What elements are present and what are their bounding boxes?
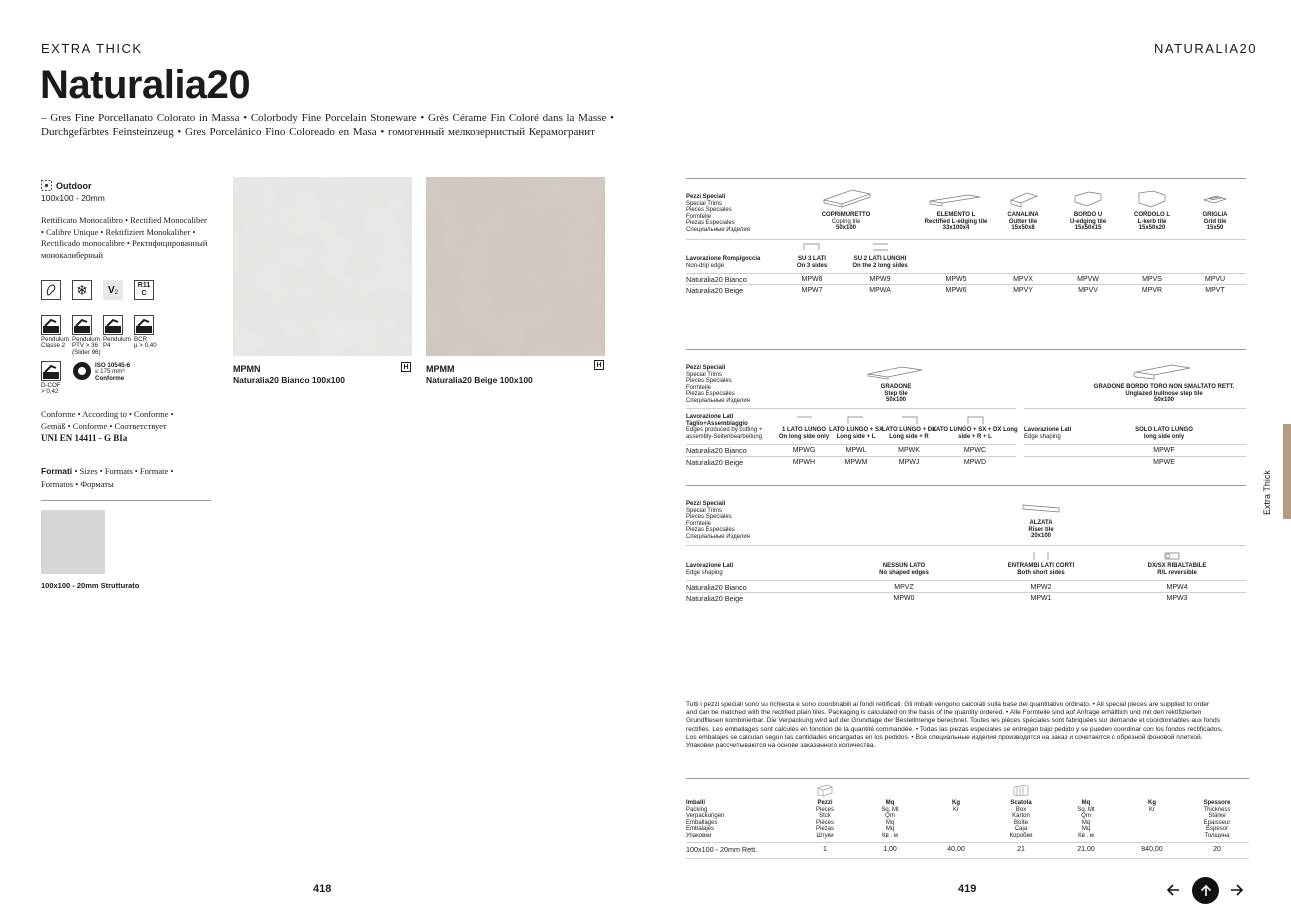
- size-swatch: [41, 510, 105, 574]
- formati-divider: [41, 500, 211, 501]
- l-kerb-drawing: [1137, 189, 1167, 208]
- page-number-left: 418: [313, 883, 332, 895]
- outdoor-label: Outdoor: [56, 181, 92, 191]
- article-code: MPW9: [869, 276, 891, 283]
- non-drip-label: Lavorazione Rompigoccia Non-drip edge: [686, 256, 761, 269]
- product-name-beige: Naturalia20 Beige 100x100: [426, 375, 533, 385]
- edge-col-3: LATO LUNGO + DX Long side + R: [881, 427, 937, 440]
- abrasion-icon: [72, 361, 92, 381]
- block1-row-beige-name: Naturalia20 Beige: [686, 286, 744, 295]
- edge-reversible-col: DX/SX RIBALTABILE R/L reversible: [1147, 563, 1207, 576]
- packing-value: 840,00: [1141, 846, 1163, 853]
- packing-row-label: 100x100 - 20mm Rett.: [686, 845, 758, 854]
- conforme-line-1: Conforme • According to • Conforme •: [41, 409, 174, 419]
- rectified-line-1: Rettificato Monocalibro • Rectified Monocaliber: [41, 215, 207, 225]
- block3-top-rule: [686, 485, 1246, 486]
- block2-row-divider-a: [686, 456, 1016, 457]
- trim-grid-label: GRIGLIA Grid tile 15x50: [1202, 212, 1228, 232]
- packing-column-header: Mq Sq. Mt Qm Mq Mq Кв . м: [1077, 800, 1095, 839]
- article-code: MPWM: [844, 459, 868, 466]
- trim-l-edging-label: ELEMENTO L Rectified L-edging tile 33x100x4: [924, 212, 988, 232]
- block2-rows-rule-a: [686, 444, 1016, 445]
- packing-column-header: Mq Sq. Mt Qm Mq Mq Кв . м: [881, 800, 899, 839]
- article-code: MPWC: [963, 447, 987, 454]
- block1-mid-rule: [686, 239, 1246, 240]
- article-code: MPVW: [1077, 276, 1099, 283]
- outdoor-icon: [41, 178, 52, 189]
- next-page-button[interactable]: [1228, 881, 1246, 899]
- block1-rows-rule: [686, 273, 1246, 274]
- packing-value: 40,00: [947, 846, 965, 853]
- rectified-line-4: монокалиберный: [41, 249, 104, 260]
- formati-heading: Formati: [41, 466, 73, 476]
- reversible-drawing: [1163, 551, 1181, 561]
- block2-row-beige-name: Naturalia20 Beige: [686, 458, 744, 467]
- gutter-tile-drawing: [1009, 190, 1039, 208]
- packing-label: Imballi Packing Verpackungen Emballages Embalajes Упаковки: [686, 800, 725, 839]
- bullnose-step-label: GRADONE BORDO TORO NON SMALTATO RETT. Unglazed bullnose step tile 50x100: [1093, 384, 1235, 404]
- riser-tile-drawing: [1021, 502, 1061, 514]
- outdoor-size: 100x100 - 20mm: [41, 193, 105, 203]
- rectified-text: [41, 215, 207, 261]
- long-side-only-col: SOLO LATO LUNGO long side only: [1135, 427, 1193, 440]
- l-edging-drawing: [928, 193, 982, 207]
- bullnose-step-drawing: [1132, 362, 1192, 380]
- packing-bottom-rule: [686, 858, 1249, 859]
- article-code: MPWG: [792, 447, 816, 454]
- pendulum-ptv-label: Pendulum PTV > 36 (Slider 96): [72, 336, 101, 356]
- product-code-bianco: MPMN: [233, 364, 261, 374]
- pendulum-p4-label: Pendulum P4: [103, 336, 131, 350]
- pendulum-ptv-icon: [72, 315, 92, 335]
- both-short-sides-drawing: [1032, 551, 1050, 561]
- article-code: MPW6: [945, 287, 967, 294]
- packing-column-header: Kg Kr: [952, 800, 960, 813]
- long-side-left-drawing: [847, 416, 864, 425]
- dcof-label: D-COF > 0,42: [41, 382, 61, 396]
- bcr-label: BCR µ > 0,40: [134, 336, 157, 350]
- frost-resistant-icon: ❄: [72, 280, 92, 300]
- article-code: MPWJ: [898, 459, 920, 466]
- packing-value: 21: [1017, 846, 1025, 853]
- product-swatch-bianco[interactable]: [233, 177, 412, 356]
- block3-row-beige-name: Naturalia20 Beige: [686, 594, 744, 603]
- block3-edge-label: Lavorazione Lati Edge shaping: [686, 563, 734, 576]
- box-icon: [1013, 784, 1029, 797]
- product-swatch-beige[interactable]: [426, 177, 605, 356]
- bcr-icon: [134, 315, 154, 335]
- conforme-line-2: Gemäß • Conforme • Соответствует: [41, 421, 167, 431]
- riser-tile-label: ALZATA Riser tile 20x100: [1028, 520, 1054, 540]
- page-number-right: 419: [958, 883, 977, 895]
- pendulum-icon: [41, 315, 61, 335]
- block3-pezzi-header: Pezzi Speciali Special Trims Pieces Speciales Formteile Piezas Especiales Специальные Изделия: [686, 501, 750, 540]
- edge-col-1: 1 LATO LUNGO On long side only: [778, 427, 830, 440]
- section-kicker: EXTRA THICK: [41, 41, 143, 56]
- block1-pezzi-header: Pezzi Speciali Special Trims Pieces Speciales Formteile Piezas Especiales Специальные Изделия: [686, 194, 750, 233]
- block3-rows-rule: [686, 580, 1246, 581]
- piece-icon: [817, 784, 833, 797]
- side-tab-marker: [1283, 424, 1291, 519]
- packing-value: 1,00: [883, 846, 897, 853]
- packing-top-rule: [686, 778, 1249, 779]
- block3-row-bianco-name: Naturalia20 Bianco: [686, 583, 747, 592]
- formati-block: [41, 465, 173, 490]
- size-caption: 100x100 - 20mm Strutturato: [41, 581, 140, 590]
- block2-top-rule: [686, 349, 1246, 350]
- edge-col-4: LATO LUNGO + SX + DX Long side + R + L: [932, 427, 1018, 440]
- r11-c-icon: [134, 280, 154, 300]
- packing-value: 21,00: [1077, 846, 1095, 853]
- article-code: MPW3: [1166, 595, 1188, 602]
- block2-rows-rule-b: [1024, 444, 1246, 445]
- prev-page-button[interactable]: [1164, 881, 1182, 899]
- step-tile-label: GRADONE Step tile 50x100: [880, 384, 912, 404]
- shade-variation-letter: V: [107, 284, 115, 296]
- article-code: MPWA: [869, 287, 891, 294]
- packing-mid-rule: [686, 842, 1249, 843]
- standard-code: UNI EN 14411 - G BIa: [41, 433, 128, 443]
- packing-value: 1: [823, 846, 827, 853]
- subtitle-line-2: Durchgefärbtes Feinsteinzeug • Gres Porcelánico Fino Coloreado en Masa • гомогенный мелкозернистый Керамогранит: [41, 126, 595, 138]
- r11-text: R11: [137, 282, 151, 289]
- foot-slip-icon: [41, 280, 61, 300]
- formati-sizes: • Sizes • Formats • Formate •: [74, 466, 174, 476]
- iso-label: ISO 10545-6 ≤ 175 mm³ Conforme: [95, 362, 131, 382]
- trim-coping-label: COPRIMURETTO Coping tile 50x100: [821, 212, 871, 232]
- article-code: MPVU: [1204, 276, 1226, 283]
- shade-variation-number: 2: [114, 289, 118, 296]
- side-option-2-long: SU 2 LATI LUNGHI On the 2 long sides: [852, 256, 908, 269]
- edge-col-2: LATO LUNGO + SX Long side + L: [829, 427, 883, 440]
- side-option-3-sides: SU 3 LATI On 3 sides: [796, 256, 828, 269]
- article-code: MPW2: [1030, 584, 1052, 591]
- block2-mid-rule-a: [686, 408, 1016, 409]
- packing-value: 20: [1213, 846, 1221, 853]
- article-code: MPW8: [801, 276, 823, 283]
- long-side-drawing: [796, 416, 813, 425]
- article-code: MPVR: [1141, 287, 1163, 294]
- long-side-both-drawing: [967, 416, 984, 425]
- product-badge-bianco: H: [401, 362, 411, 372]
- edge-shaping-label-b: Lavorazione Lati Edge shaping: [1024, 427, 1072, 440]
- coping-tile-drawing: [822, 186, 872, 208]
- article-code: MPVV: [1078, 287, 1098, 294]
- rectified-line-2: • Calibre Unique • Rektifiziert Monokaliber •: [41, 226, 196, 237]
- shade-variation-icon: [103, 280, 123, 300]
- trim-l-kerb-label: CORDOLO L L-kerb tile 15x50x20: [1134, 212, 1170, 232]
- product-code-beige: MPMM: [426, 364, 455, 374]
- pendulum-label: Pendulum Classe 2: [41, 336, 69, 350]
- arrow-up-icon: [1200, 885, 1212, 897]
- article-code: MPVZ: [894, 584, 914, 591]
- article-code: MPWE: [1153, 459, 1175, 466]
- block2-row-divider-b: [1024, 456, 1246, 457]
- arrow-left-icon: [1166, 883, 1180, 897]
- edge-none-col: NESSUN LATO No shaped edges: [879, 563, 929, 576]
- article-code: MPWH: [792, 459, 816, 466]
- page-title: Naturalia20: [40, 63, 251, 107]
- article-code: MPW4: [1166, 584, 1188, 591]
- edge-cutting-label: Lavorazione Lati Taglio+Assemblaggio Edges produced by cutting + assembly-Seitenbearbeitung: [686, 414, 763, 440]
- product-name-bianco: Naturalia20 Bianco 100x100: [233, 375, 345, 385]
- step-tile-drawing: [866, 364, 924, 380]
- article-code: MPVS: [1142, 276, 1162, 283]
- u-edging-drawing: [1073, 190, 1103, 208]
- block1-row-bianco-name: Naturalia20 Bianco: [686, 275, 747, 284]
- article-code: MPW0: [893, 595, 915, 602]
- side-tab-label: Extra Thick: [1262, 470, 1272, 515]
- pendulum-p4-icon: [103, 315, 123, 335]
- block1-row-divider: [686, 284, 1246, 285]
- subtitle-line-1: – Gres Fine Porcellanato Colorato in Massa • Colorbody Fine Porcelain Stoneware • Grès Cérame Fin Coloré dans la Masse •: [41, 112, 614, 124]
- packing-column-header: Kg Kr: [1148, 800, 1156, 813]
- trim-gutter-label: CANALINA Gutter tile 15x50x8: [1007, 212, 1039, 232]
- edge-both-short-col: ENTRAMBI LATI CORTI Both short sides: [1007, 563, 1075, 576]
- rectified-line-3: Rectificado monocalibre • Ректифицированный: [41, 238, 208, 248]
- r11-class: C: [141, 290, 147, 297]
- block3-row-divider: [686, 592, 1246, 593]
- grid-tile-drawing: [1202, 194, 1228, 206]
- arrow-right-icon: [1230, 883, 1244, 897]
- article-code: MPW5: [945, 276, 967, 283]
- packing-column-header: Pezzi Pieces Stck Pièces Piezas Штуки: [815, 800, 835, 839]
- block2-pezzi-header: Pezzi Speciali Special Trims Pieces Speciales Formteile Piezas Especiales Специальные Изделия: [686, 365, 750, 404]
- block2-mid-rule-b: [1024, 408, 1246, 409]
- packing-column-header: Scatola Box Karton Boîte Caja Коробки: [1009, 800, 1033, 839]
- special-pieces-note: Tutti i pezzi speciali sono su richiesta e sono coordinabili ai fondi rettificati. Gli imballi vengono calcolati sulla base del quantitativo ordinato. • All special pieces are supplied to order and can be matched with the rectified plain tiles. Packaging is calculated on the basis of the quantity ordered. • Alle Formteile sind auf Anfrage erhältlich und mit den rektifizierten Grundfliesen kombinierbar. Die Verpackung wird auf der Grundlage der Bestellmenge berechnet. Toutes les pièces spéciales sont fabriquées sur demande et coordonnables aux fonds rectifiés. Les emballages sont calculés en fonction de la quantité commandée. • Todas las piezas especiales se entregan bajo pedido y se pueden coordinar con los fondos rectificados. Los embalajes se calculan según las cantidades encargadas en los pedidos. • Все специальные изделия производятся на заказ и сочетаются с обрезной фоновой плиткой. Упаковки рассчитываются на основе заказанного количества.: [686, 701, 1223, 750]
- formati-line-2: Formatos • Форматы: [41, 478, 114, 489]
- article-code: MPVX: [1013, 276, 1033, 283]
- article-code: MPWF: [1153, 447, 1175, 454]
- conforme-block: [41, 408, 174, 444]
- article-code: MPWK: [898, 447, 920, 454]
- article-code: MPWD: [963, 459, 987, 466]
- dcof-icon: [41, 361, 61, 381]
- three-sides-drawing: [803, 243, 820, 251]
- two-long-sides-drawing: [872, 243, 889, 251]
- article-code: MPW7: [801, 287, 823, 294]
- article-code: MPW1: [1030, 595, 1052, 602]
- product-badge-beige: H: [594, 360, 604, 370]
- article-code: MPWL: [845, 447, 867, 454]
- scroll-top-button[interactable]: [1192, 877, 1219, 904]
- long-side-right-drawing: [901, 416, 918, 425]
- article-code: MPVT: [1205, 287, 1225, 294]
- article-code: MPVY: [1013, 287, 1033, 294]
- packing-column-header: Spessore Thickness Stärke Epaisseur Espesor Толщина: [1203, 800, 1231, 839]
- block3-mid-rule: [686, 545, 1246, 546]
- block1-top-rule: [686, 178, 1246, 179]
- block2-row-bianco-name: Naturalia20 Bianco: [686, 446, 747, 455]
- trim-u-edging-label: BORDO U U-edging tile 15x50x15: [1069, 212, 1107, 232]
- brand-header: NATURALIA20: [1154, 41, 1257, 56]
